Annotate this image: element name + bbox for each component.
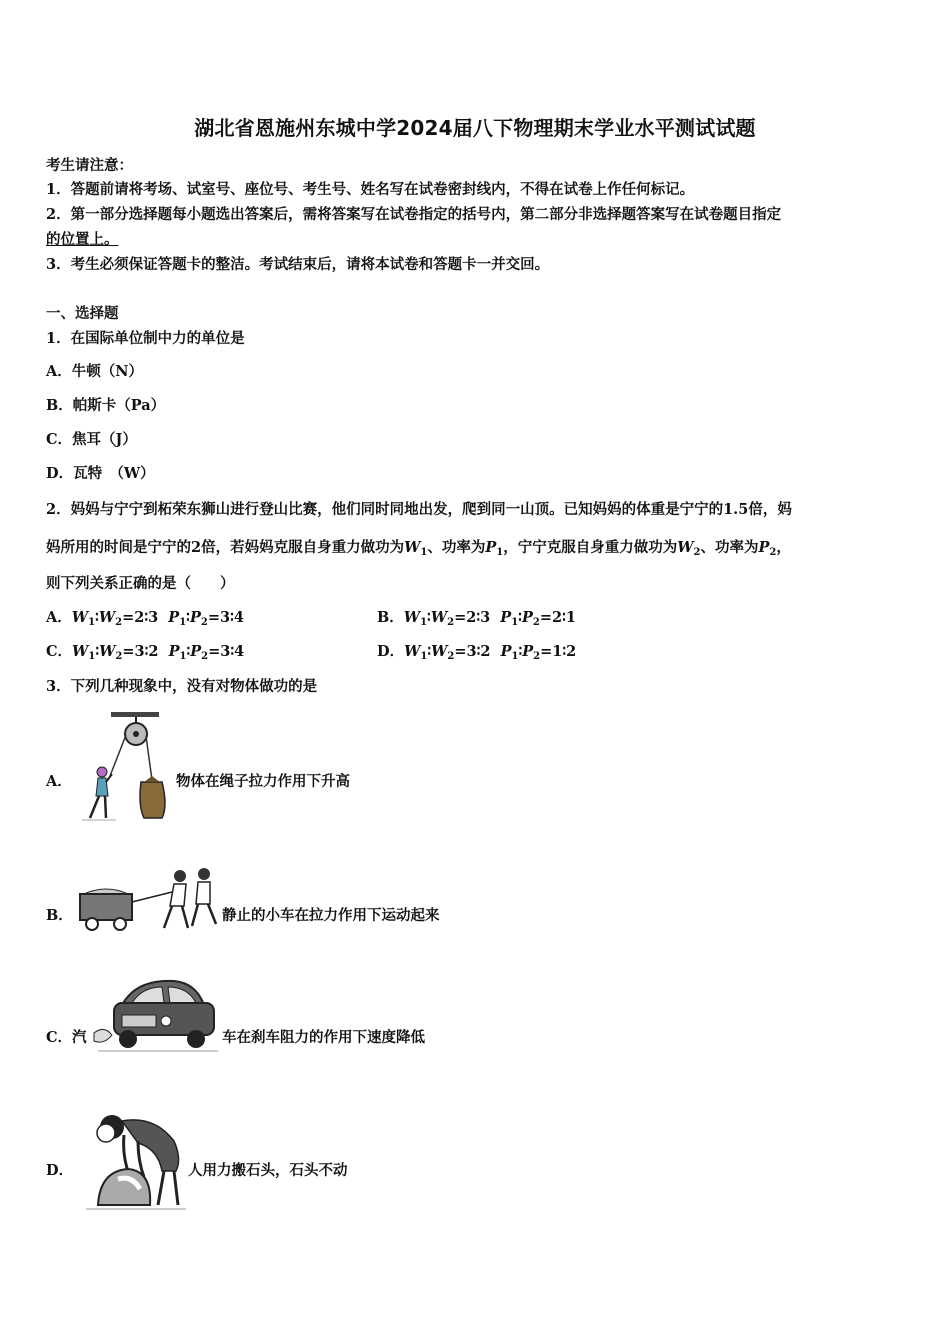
notice-item-3: 3．考生必须保证答题卡的整洁。考试结束后，请将本试卷和答题卡一并交回。 [46, 256, 550, 273]
pulley-lift-illustration [76, 710, 176, 825]
q1-option-a: A．牛顿（N） [46, 363, 144, 380]
q1-option-d: D．瓦特 （W） [46, 465, 155, 482]
notice-heading: 考生请注意： [46, 157, 133, 174]
car-braking-illustration [92, 975, 222, 1059]
q2-line-1-end: 倍，妈 [748, 501, 792, 518]
notice-item-2-cont: 的位置上。 [46, 231, 119, 248]
q2-line-2-e: 、功率为 [700, 539, 759, 556]
q2-option-a: A．$W_1∶W_2=2∶3$ $P_1∶P_2=3∶4$ [46, 609, 244, 628]
q1-option-c: C．焦耳（J） [46, 431, 137, 448]
q3-option-b-label: B． [46, 907, 73, 924]
notice-item-2: 2．第一部分选择题每小题选出答案后，需将答案写在试卷指定的括号内，第二部分非选择题答案写在试卷题目指定 [46, 206, 782, 223]
q2-ratio-weight: 1.5 [723, 501, 749, 518]
notice-item-1: 1．答题前请将考场、试室号、座位号、考生号、姓名写在试卷密封线内，不得在试卷上作任何标记。 [46, 181, 695, 198]
q3-stem: 3．下列几种现象中，没有对物体做功的是 [46, 678, 318, 695]
q1-option-b: B．帕斯卡（Pa） [46, 397, 166, 414]
q3-option-d-text: 人用力搬石头，石头不动 [188, 1162, 348, 1179]
q2-line-2-a: 妈所用的时间是宁宁的 [46, 539, 191, 556]
q2-line-1-text: 2．妈妈与宁宁到柘荣东狮山进行登山比赛，他们同时同地出发，爬到同一山顶。已知妈妈的体重是宁宁的 [46, 501, 724, 518]
section-heading: 一、选择题 [46, 305, 119, 322]
q2-line-2: 妈所用的时间是宁宁的2倍，若妈妈克服自身重力做功为$W_1$、功率为$P_1$，宁宁克服自身重力做功为$W_2$、功率为$P_2$， [46, 539, 791, 558]
q2-line-2-b: 倍，若妈妈克服自身重力做功为 [201, 539, 405, 556]
cart-pull-illustration [76, 864, 226, 936]
q2-line-3: 则下列关系正确的是（ ） [46, 575, 235, 592]
q3-option-b-text: 静止的小车在拉力作用下运动起来 [222, 907, 440, 924]
q2-line-2-c: 、功率为 [427, 539, 486, 556]
q2-ratio-time: 2 [191, 539, 202, 556]
q3-option-d-label: D． [46, 1162, 74, 1179]
q3-option-a-text: 物体在绳子拉力作用下升高 [176, 773, 350, 790]
q3-option-c-label: C．汽 [46, 1029, 87, 1046]
q2-line-2-d: ，宁宁克服自身重力做功为 [503, 539, 678, 556]
q2-option-b: B．$W_1∶W_2=2∶3$ $P_1∶P_2=2∶1$ [377, 609, 576, 628]
page-title: 湖北省恩施州东城中学2024届八下物理期末学业水平测试试题 [194, 116, 756, 140]
q1-stem: 1．在国际单位制中力的单位是 [46, 330, 245, 347]
q2-option-d: D．$W_1∶W_2=3∶2$ $P_1∶P_2=1∶2$ [377, 643, 577, 662]
stone-lift-illustration [78, 1105, 188, 1215]
q3-option-c-text: 车在刹车阻力的作用下速度降低 [222, 1029, 425, 1046]
q2-option-c: C．$W_1∶W_2=3∶2$ $P_1∶P_2=3∶4$ [46, 643, 245, 662]
q2-line-1 [46, 498, 792, 519]
q3-option-a-label: A． [46, 773, 72, 790]
